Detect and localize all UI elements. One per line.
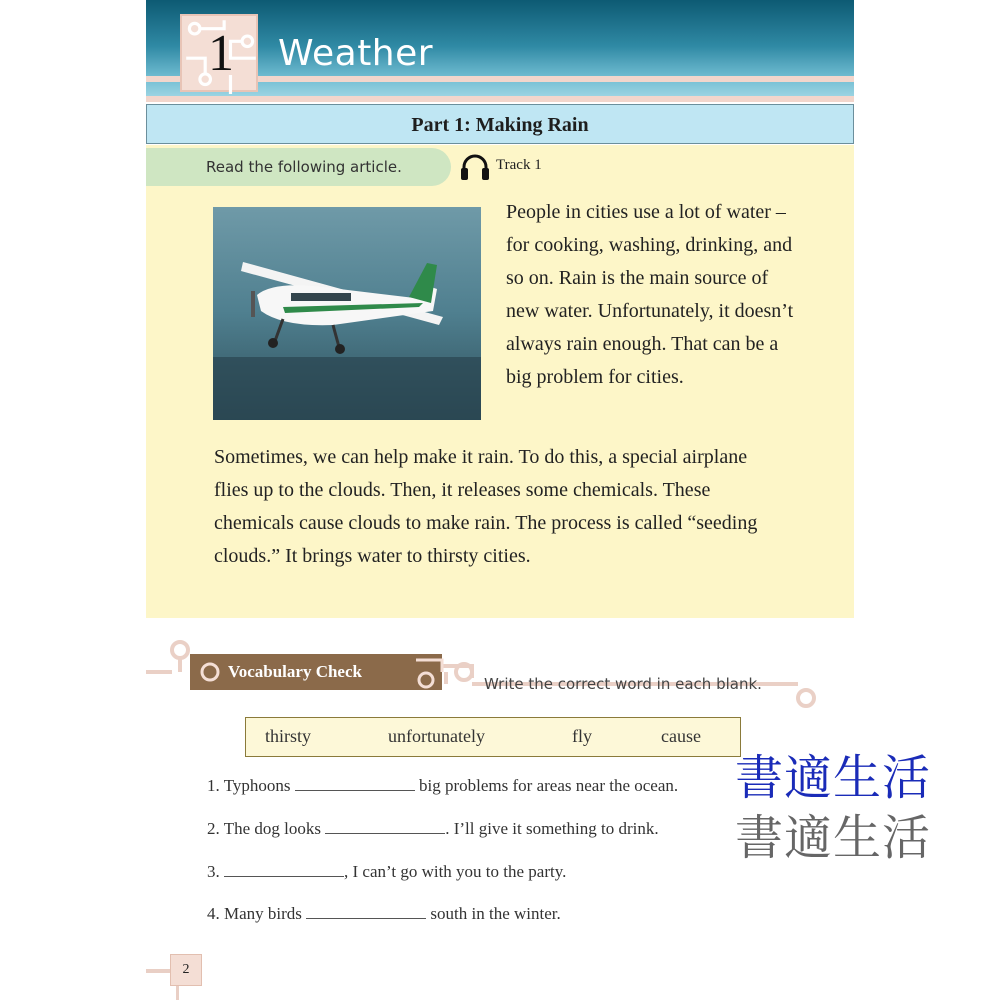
- chapter-number-badge: [180, 14, 258, 92]
- word-bank-item: unfortunately: [388, 726, 485, 746]
- question-text: big problems for areas near the ocean.: [414, 776, 679, 795]
- vocabulary-instruction: Write the correct word in each blank.: [484, 675, 762, 693]
- article-panel: [146, 145, 854, 618]
- answer-blank[interactable]: [325, 819, 445, 834]
- word-bank-item: cause: [661, 726, 701, 746]
- question-1: [207, 776, 678, 796]
- page-number: 2: [170, 954, 202, 986]
- question-text: 1. Typhoons: [207, 776, 295, 795]
- chapter-header: [146, 0, 854, 102]
- word-bank-item: thirsty: [265, 726, 312, 746]
- watermark-blue: 書適生活: [735, 750, 932, 806]
- question-text: south in the winter.: [426, 904, 561, 923]
- answer-blank[interactable]: [224, 862, 344, 877]
- track-label[interactable]: Track 1: [496, 157, 542, 173]
- watermark-gray: 書適生活: [735, 810, 932, 866]
- chapter-title: Weather: [278, 33, 434, 74]
- header-stripe: [146, 96, 854, 102]
- question-text: 4. Many birds: [207, 904, 307, 923]
- word-bank: [245, 717, 741, 757]
- question-2: [207, 819, 659, 839]
- question-3: [207, 862, 566, 882]
- article-paragraph-2: Sometimes, we can help make it rain. To do this, a special airplane flies up to the clouds. Then, it releases some chemicals. These chemicals cause clouds to make rain. The process is called “seeding clouds.” It brings water to thirsty cities.: [214, 446, 758, 567]
- question-text: . I’ll give it something to drink.: [445, 819, 659, 838]
- answer-blank[interactable]: [306, 904, 426, 919]
- question-text: 3.: [207, 862, 224, 881]
- question-4: [207, 904, 561, 924]
- answer-blank[interactable]: [295, 776, 415, 791]
- page-number-trace: [146, 969, 172, 973]
- airplane-photo: [213, 207, 481, 420]
- read-instruction: Read the following article.: [146, 148, 451, 186]
- question-text: , I can’t go with you to the party.: [344, 862, 567, 881]
- word-bank-item: fly: [572, 726, 592, 746]
- vocabulary-label: Vocabulary Check: [228, 662, 362, 681]
- headphones-icon[interactable]: [460, 153, 490, 181]
- question-text: 2. The dog looks: [207, 819, 326, 838]
- part-title: Part 1: Making Rain: [146, 104, 854, 144]
- article-paragraph-1: People in cities use a lot of water – for cooking, washing, drinking, and so on. Rain is the main source of new water. Unfortunately, it doesn’t always rain enough. That can be a big problem for cities.: [506, 201, 794, 388]
- chapter-number: 1: [208, 25, 234, 82]
